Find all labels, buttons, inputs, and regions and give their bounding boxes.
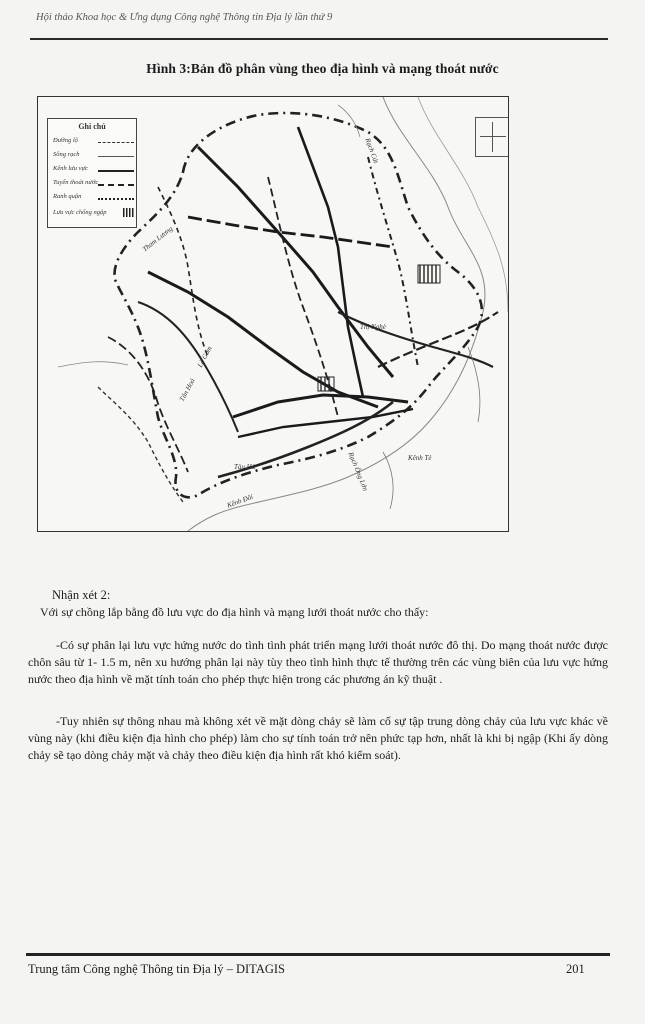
legend-item-label: Lưu vực chống ngập xyxy=(53,209,107,216)
legend-symbol xyxy=(98,184,134,186)
legend-item-label: Đường lộ xyxy=(53,137,78,144)
drainage-line xyxy=(98,387,183,502)
drainage-zone-map xyxy=(37,96,509,532)
paragraph: Với sự chồng lắp bằng đồ lưu vực do địa hình và mạng lưới thoát nước cho thấy: xyxy=(40,605,429,619)
river-outline xyxy=(188,97,485,531)
figure-title: Hình 3:Bản đồ phân vùng theo địa hình và mạng thoát nước xyxy=(146,61,499,76)
drainage-line xyxy=(298,127,363,397)
drainage-line xyxy=(198,147,393,377)
paragraph: -Có sự phân lại lưu vực hứng nước do tình tình phát triển mạng lưới thoát nước đô thị. Do mạng thoát nước được chôn sâu từ 1- 1.5 m, nên xu hướng phân lại này tùy theo tình hình thực tế thường trên các vùng biên của lưu vực hứng nước theo địa hình về mặt tính toán cho phép thực hiện trong các phương án kỹ thuật . xyxy=(28,638,608,686)
legend-item xyxy=(53,165,133,172)
legend-symbol xyxy=(98,142,134,143)
hatch-lines xyxy=(420,265,436,283)
legend-symbol xyxy=(123,208,135,217)
canal xyxy=(383,452,393,509)
drainage-line xyxy=(233,395,408,417)
legend-item-label: Sông rạch xyxy=(53,151,80,158)
place-label: Tham Lương xyxy=(141,224,175,254)
legend-item xyxy=(53,209,133,216)
footer-organization: Trung tâm Công nghệ Thông tin Địa lý – DITAGIS xyxy=(28,962,285,976)
drainage-line xyxy=(138,302,238,432)
remark-title: Nhận xét 2: xyxy=(52,588,111,602)
place-label: Rạch Cát xyxy=(363,137,380,165)
drainage-line xyxy=(238,409,413,437)
legend-item-label: Ranh quận xyxy=(53,193,82,200)
place-label: Lò Gốm xyxy=(196,344,214,369)
legend-item xyxy=(53,193,133,200)
canal xyxy=(58,362,128,367)
legend-item-label: Kênh lưu vực xyxy=(53,165,88,172)
place-label: Tân Hoá xyxy=(178,377,197,403)
legend-item-label: Tuyến thoát nước xyxy=(53,179,99,186)
drainage-line xyxy=(158,187,208,357)
legend-item xyxy=(53,151,133,158)
drainage-line xyxy=(378,312,498,367)
legend-symbol xyxy=(98,170,134,172)
header-divider xyxy=(30,38,608,40)
page-number: 201 xyxy=(566,962,585,976)
place-label: Rạch Ông Lớn xyxy=(346,451,370,493)
basin-boundary xyxy=(115,113,482,497)
paragraph: -Tuy nhiên sự thông nhau mà không xét về mặt dòng chảy sẽ làm cố sự tập trung dòng chảy của lưu vực khác về vùng này (khi điều kiện địa hình cho phép) làm cho sự tính toán trở nên phức tạp hơn, nhất là khi bị ngập (Khi ấy dòng chảy sẽ tạo dòng chảy mặt và chảy theo điều kiện địa hình rất khó kiểm soát). xyxy=(28,714,608,762)
legend-title: Ghi chú xyxy=(78,122,106,131)
drainage-line xyxy=(108,337,188,472)
legend-item xyxy=(53,137,133,144)
drainage-line xyxy=(188,217,393,247)
footer-divider xyxy=(26,953,610,956)
place-label: Tàu Hủ xyxy=(234,463,256,471)
place-label: Thị Nghè xyxy=(360,323,386,331)
inset-line xyxy=(480,136,506,137)
inset-line xyxy=(492,122,493,152)
running-header: Hội thảo Khoa học & Ứng dụng Công nghệ Thông tin Địa lý lần thứ 9 xyxy=(36,12,333,23)
place-label: Kênh Tẻ xyxy=(408,454,432,462)
map-legend xyxy=(47,118,137,228)
legend-item xyxy=(53,179,133,186)
locator-inset xyxy=(475,117,509,157)
legend-symbol xyxy=(98,198,134,200)
place-label: Kênh Đôi xyxy=(226,492,255,510)
legend-symbol xyxy=(98,156,134,157)
drainage-line xyxy=(268,177,338,417)
